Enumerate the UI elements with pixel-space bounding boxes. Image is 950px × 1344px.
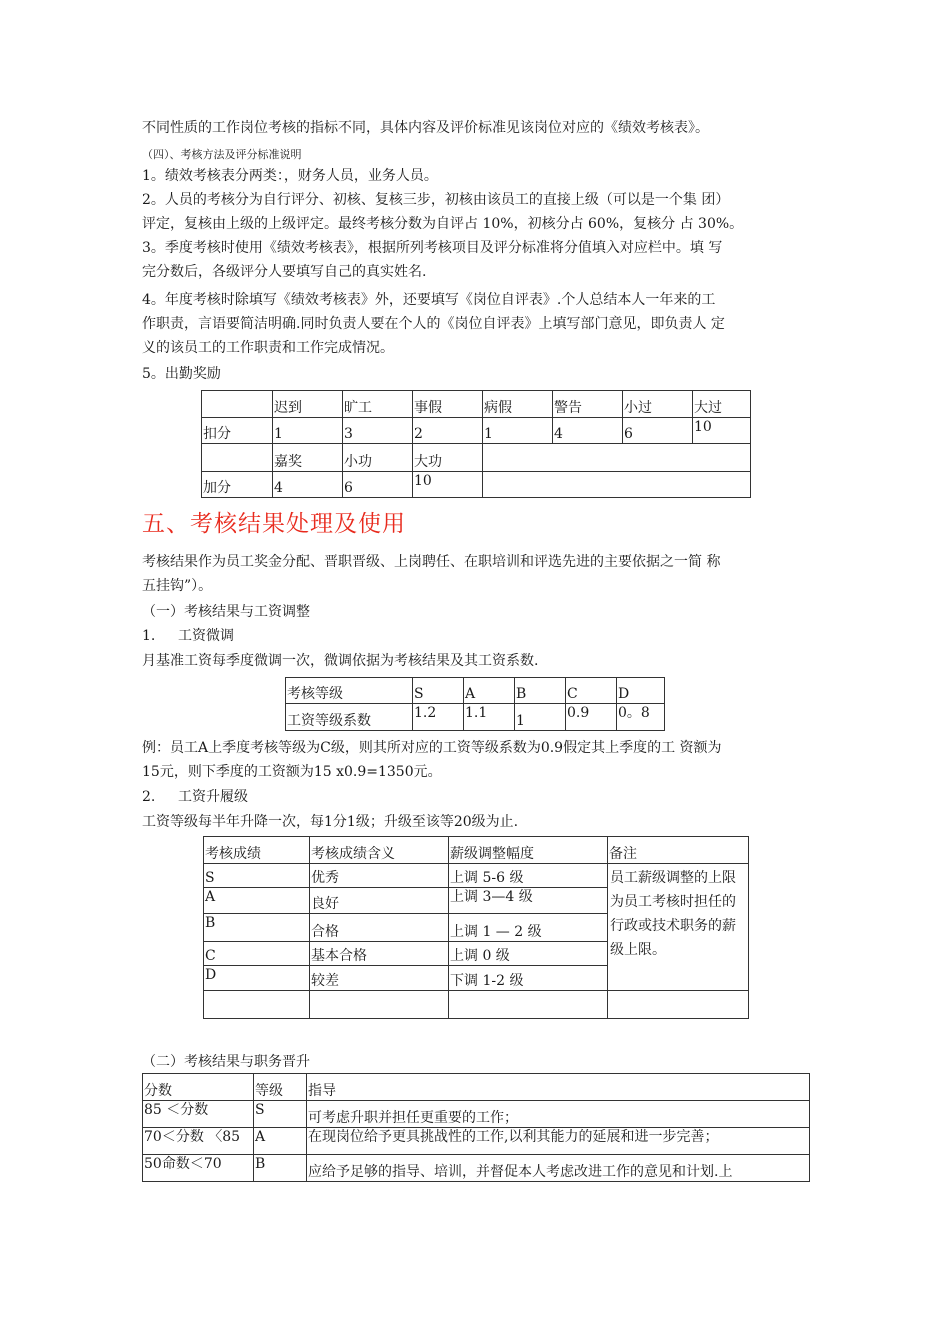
section-subheading: （四）、考核方法及评分标准说明: [142, 148, 302, 161]
table-cell: 1.1: [464, 704, 515, 731]
table-cell: 警告: [553, 391, 623, 418]
table-cell: 薪级调整幅度: [449, 837, 608, 864]
table-cell: 加分: [202, 472, 273, 498]
table-cell: 3: [343, 418, 413, 444]
table-cell: 扣分: [202, 418, 273, 444]
table-cell: [483, 444, 751, 472]
table-cell: 等级: [254, 1074, 307, 1101]
promotion-table: [142, 1073, 810, 1182]
table-cell: C: [204, 942, 310, 966]
table-cell: 上调 0 级: [449, 942, 608, 966]
table-cell: D: [204, 966, 310, 991]
list-title: 工资微调: [178, 628, 234, 644]
table-cell: 10: [693, 418, 751, 444]
table-cell: A: [464, 678, 515, 704]
table-cell: 0.9: [566, 704, 617, 731]
table-cell: D: [617, 678, 665, 704]
table-cell: 合格: [310, 914, 449, 942]
list-title: 工资升履级: [178, 789, 248, 805]
table-cell: [310, 991, 449, 1019]
table-cell: 病假: [483, 391, 553, 418]
table-cell: 大过: [693, 391, 751, 418]
table-cell: 分数: [143, 1074, 254, 1101]
table-cell: B: [204, 914, 310, 942]
table-cell: 10: [413, 472, 483, 498]
coefficient-table: [285, 677, 665, 731]
table-cell: 工资等级系数: [286, 704, 413, 731]
table-cell: 0。8: [617, 704, 665, 731]
table-cell: 较差: [310, 966, 449, 991]
attendance-table: [201, 390, 751, 498]
table-cell: 指导: [307, 1074, 810, 1101]
table-cell: 1: [515, 704, 566, 731]
section-subheading: （一）考核结果与工资调整: [142, 604, 310, 620]
table-cell: B: [515, 678, 566, 704]
table-cell: 上调 1 — 2 级: [449, 914, 608, 942]
table-cell: 大功: [413, 444, 483, 472]
table-cell: 2: [413, 418, 483, 444]
text-line: 月基准工资每季度微调一次，微调依据为考核结果及其工资系数.: [142, 653, 539, 669]
grade-adjust-table: [203, 836, 749, 1019]
table-cell: S: [413, 678, 464, 704]
table-cell: 50命数＜70: [143, 1155, 254, 1182]
list-number: 1.: [142, 628, 156, 644]
table-cell: [202, 444, 273, 472]
table-cell: 上调 3—4 级: [449, 888, 608, 914]
text-line: 作职责，言语要简洁明确.同时负责人要在个人的《岗位自评表》上填写部门意见，即负责人 定: [142, 316, 725, 332]
text-line: 不同性质的工作岗位考核的指标不同，具体内容及评价标准见该岗位对应的《绩效考核表》。: [142, 120, 709, 136]
text-line: 3。季度考核时使用《绩效考核表》，根据所列考核项目及评分标准将分值填入对应栏中。填 写: [142, 240, 723, 256]
table-cell: 事假: [413, 391, 483, 418]
table-cell: [449, 991, 608, 1019]
section-subheading: （二）考核结果与职务晋升: [142, 1054, 310, 1070]
table-cell: 备注: [608, 837, 749, 864]
table-cell: 1: [483, 418, 553, 444]
text-line: 工资等级每半年升降一次，每1分1级；升级至该等20级为止.: [142, 814, 519, 830]
text-line: 例：员工A上季度考核等级为C级，则其所对应的工资等级系数为0.9假定其上季度的工 资额为: [142, 740, 722, 756]
table-cell: 4: [553, 418, 623, 444]
text-line: 4。年度考核时除填写《绩效考核表》外，还要填写《岗位自评表》.个人总结本人一年来的工: [142, 292, 716, 308]
table-cell: 下调 1-2 级: [449, 966, 608, 991]
table-cell: 70＜分数 〈85: [143, 1128, 254, 1155]
text-line: 1。绩效考核表分两类：，财务人员，业务人员。: [142, 168, 438, 184]
table-cell: 考核成绩含义: [310, 837, 449, 864]
table-cell: S: [254, 1101, 307, 1128]
table-cell: 基本合格: [310, 942, 449, 966]
text-line: 5。出勤奖励: [142, 366, 221, 382]
table-cell: A: [204, 888, 310, 914]
table-cell: 6: [343, 472, 413, 498]
table-cell: 1.2: [413, 704, 464, 731]
table-cell: 小功: [343, 444, 413, 472]
text-line: 完分数后，各级评分人要填写自己的真实姓名.: [142, 264, 427, 280]
table-cell: 可考虑升职并担任更重要的工作；: [307, 1101, 810, 1128]
text-line: 义的该员工的工作职责和工作完成情况。: [142, 340, 394, 356]
table-cell: 4: [273, 472, 343, 498]
table-cell: B: [254, 1155, 307, 1182]
table-cell: 考核成绩: [204, 837, 310, 864]
section-heading: 五、考核结果处理及使用: [142, 511, 406, 537]
table-cell: 在现岗位给予更具挑战性的工作,以利其能力的延展和进一步完善；: [307, 1128, 810, 1155]
table-cell: 嘉奖: [273, 444, 343, 472]
table-cell: 85 ＜分数: [143, 1101, 254, 1128]
table-cell: 旷工: [343, 391, 413, 418]
table-cell: S: [204, 864, 310, 888]
table-cell: 小过: [623, 391, 693, 418]
table-cell: 迟到: [273, 391, 343, 418]
list-number: 2.: [142, 789, 156, 805]
table-cell: 6: [623, 418, 693, 444]
table-cell: 上调 5-6 级: [449, 864, 608, 888]
text-line: 15元，则下季度的工资额为15 x0.9=1350元。: [142, 764, 442, 780]
table-cell: [483, 472, 751, 498]
text-line: 评定，复核由上级的上级评定。最终考核分数为自评占 10%，初核分占 60%，复核分 占 30%。: [142, 216, 744, 232]
table-cell: 应给予足够的指导、培训，并督促本人考虑改进工作的意见和计划.上: [307, 1155, 810, 1182]
note-cell: 员工薪级调整的上限为员工考核时担任的行政或技术职务的薪级上限。: [608, 864, 749, 991]
table-cell: [608, 991, 749, 1019]
text-line: 考核结果作为员工奖金分配、晋职晋级、上岗聘任、在职培训和评选先进的主要依据之一简 称: [142, 554, 721, 570]
table-cell: A: [254, 1128, 307, 1155]
table-cell: 1: [273, 418, 343, 444]
text-line: 五挂钩”）。: [142, 578, 213, 594]
table-cell: [202, 391, 273, 418]
table-cell: 优秀: [310, 864, 449, 888]
table-cell: [204, 991, 310, 1019]
table-cell: 考核等级: [286, 678, 413, 704]
table-cell: C: [566, 678, 617, 704]
text-line: 2。人员的考核分为自行评分、初核、复核三步，初核由该员工的直接上级（可以是一个集 团）: [142, 192, 730, 208]
table-cell: 良好: [310, 888, 449, 914]
